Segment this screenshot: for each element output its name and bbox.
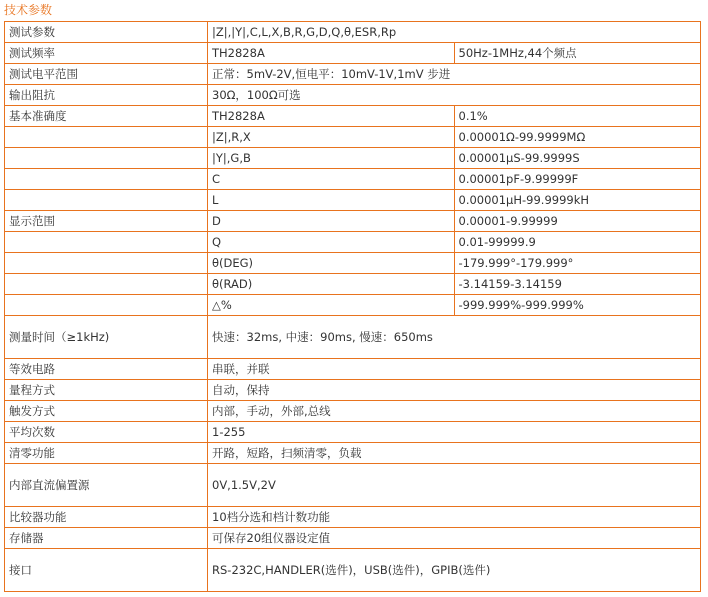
row-value: 0V,1.5V,2V	[208, 464, 701, 507]
row-value: 内部，手动，外部,总线	[208, 401, 701, 422]
table-row	[5, 211, 701, 232]
row-subitem: TH2828A	[208, 106, 455, 127]
row-subitem: θ(RAD)	[208, 274, 455, 295]
row-value: 快速：32ms, 中速：90ms, 慢速：650ms	[208, 316, 701, 359]
row-label	[5, 232, 208, 253]
row-value: 10档分选和档计数功能	[208, 507, 701, 528]
row-subitem: △%	[208, 295, 455, 316]
table-row	[5, 359, 701, 380]
row-subitem: |Y|,G,B	[208, 148, 455, 169]
row-label: 测试参数	[5, 22, 208, 43]
row-label	[5, 190, 208, 211]
row-subitem: C	[208, 169, 455, 190]
table-row	[5, 380, 701, 401]
row-value: 50Hz-1MHz,44个频点	[454, 43, 701, 64]
row-label	[5, 169, 208, 190]
table-row	[5, 549, 701, 592]
row-value: 0.00001μH-99.9999kH	[454, 190, 701, 211]
row-value: RS-232C,HANDLER(选件)，USB(选件)，GPIB(选件)	[208, 549, 701, 592]
row-value: 正常：5mV-2V,恒电平：10mV-1V,1mV 步进	[208, 64, 701, 85]
row-value: 0.01-99999.9	[454, 232, 701, 253]
row-subitem: θ(DEG)	[208, 253, 455, 274]
row-label: 显示范围	[5, 211, 208, 232]
row-label: 内部直流偏置源	[5, 464, 208, 507]
row-subitem: L	[208, 190, 455, 211]
row-value: 30Ω，100Ω可选	[208, 85, 701, 106]
table-row	[5, 253, 701, 274]
table-row	[5, 316, 701, 359]
row-label: 等效电路	[5, 359, 208, 380]
row-label	[5, 295, 208, 316]
table-row	[5, 422, 701, 443]
row-value: -3.14159-3.14159	[454, 274, 701, 295]
row-value: -179.999°-179.999°	[454, 253, 701, 274]
row-value: -999.999%-999.999%	[454, 295, 701, 316]
row-label: 比较器功能	[5, 507, 208, 528]
row-value: 0.00001μS-99.9999S	[454, 148, 701, 169]
row-value: 开路，短路，扫频清零，负载	[208, 443, 701, 464]
table-row	[5, 274, 701, 295]
table-row	[5, 528, 701, 549]
table-row	[5, 85, 701, 106]
table-row	[5, 443, 701, 464]
table-row	[5, 148, 701, 169]
table-row	[5, 464, 701, 507]
row-value: 可保存20组仪器设定值	[208, 528, 701, 549]
row-label: 清零功能	[5, 443, 208, 464]
section-title: 技术参数	[4, 3, 53, 17]
row-label	[5, 148, 208, 169]
row-value: 1-255	[208, 422, 701, 443]
row-subitem: |Z|,R,X	[208, 127, 455, 148]
row-label: 测量时间（≥1kHz)	[5, 316, 208, 359]
row-value: 自动，保持	[208, 380, 701, 401]
table-row	[5, 295, 701, 316]
row-value: 0.00001Ω-99.9999MΩ	[454, 127, 701, 148]
row-value: 0.1%	[454, 106, 701, 127]
row-subitem: TH2828A	[208, 43, 455, 64]
row-label: 触发方式	[5, 401, 208, 422]
row-label	[5, 274, 208, 295]
row-label: 输出阻抗	[5, 85, 208, 106]
table-row	[5, 232, 701, 253]
table-row	[5, 507, 701, 528]
table-row	[5, 169, 701, 190]
row-label: 存储器	[5, 528, 208, 549]
table-row	[5, 401, 701, 422]
row-value: 串联，并联	[208, 359, 701, 380]
row-subitem: Q	[208, 232, 455, 253]
table-row	[5, 64, 701, 85]
row-subitem: D	[208, 211, 455, 232]
table-row	[5, 190, 701, 211]
row-label: 基本准确度	[5, 106, 208, 127]
row-label	[5, 253, 208, 274]
row-value: 0.00001pF-9.99999F	[454, 169, 701, 190]
table-row	[5, 106, 701, 127]
table-row	[5, 127, 701, 148]
row-label: 量程方式	[5, 380, 208, 401]
row-label: 测试电平范围	[5, 64, 208, 85]
table-row	[5, 43, 701, 64]
spec-table	[4, 21, 701, 592]
table-row	[5, 22, 701, 43]
row-label: 接口	[5, 549, 208, 592]
row-value: |Z|,|Y|,C,L,X,B,R,G,D,Q,θ,ESR,Rp	[208, 22, 701, 43]
row-value: 0.00001-9.99999	[454, 211, 701, 232]
row-label: 测试频率	[5, 43, 208, 64]
row-label	[5, 127, 208, 148]
row-label: 平均次数	[5, 422, 208, 443]
